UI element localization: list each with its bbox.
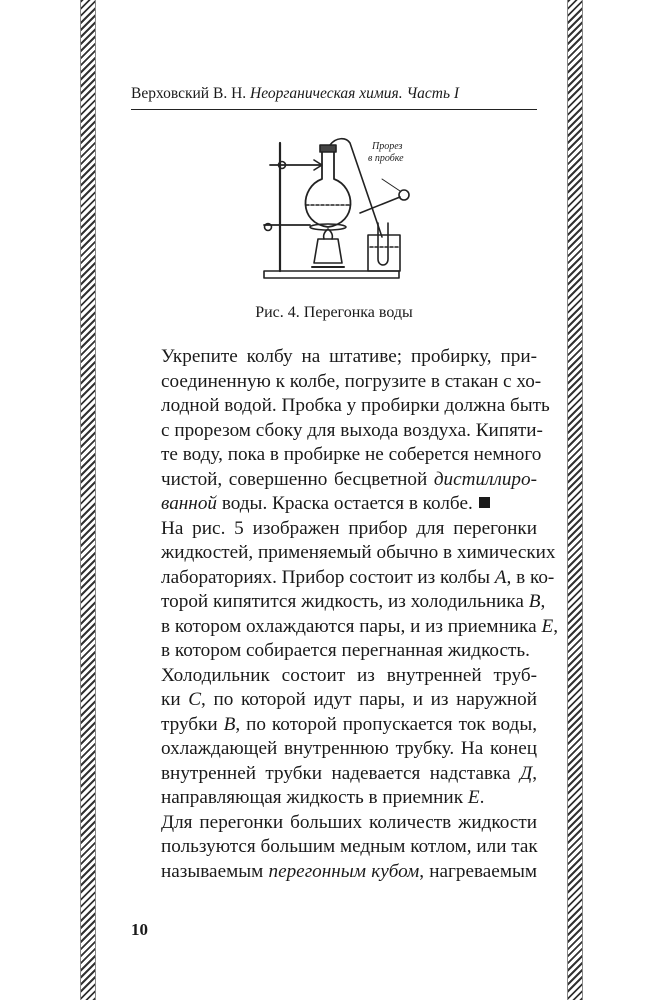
text-run: . bbox=[479, 787, 485, 808]
text-line bbox=[131, 762, 537, 787]
figure-label-line1: Прорез bbox=[372, 141, 403, 152]
text-run: лабораториях. Прибор состоит из колбы bbox=[161, 566, 495, 588]
paragraph-4 bbox=[131, 811, 537, 885]
body-text bbox=[131, 345, 558, 884]
burner bbox=[314, 239, 342, 263]
text-run: направляющая жидкость в приемник bbox=[161, 787, 468, 808]
text-run: воды. Краска остается в колбе. bbox=[217, 493, 473, 514]
text-line bbox=[131, 492, 537, 517]
label-pointer bbox=[382, 179, 400, 191]
text-line bbox=[131, 590, 546, 615]
text-line bbox=[131, 713, 537, 738]
header-rule bbox=[131, 109, 537, 110]
text-line: те воду, пока в пробирке не соберется немного bbox=[161, 444, 542, 465]
text-run: , в ко- bbox=[506, 566, 555, 588]
italic-term: перегонным кубом bbox=[268, 860, 420, 882]
page-number: 10 bbox=[131, 920, 148, 939]
italic-letter: B bbox=[528, 591, 541, 612]
text-line bbox=[131, 566, 555, 591]
italic-letter: C bbox=[188, 689, 202, 710]
italic-letter: Д bbox=[519, 762, 533, 784]
figure-caption: Рис. 4. Перегонка воды bbox=[255, 304, 413, 321]
running-header bbox=[131, 84, 537, 104]
text-line bbox=[131, 688, 537, 713]
figure-label-line2: в пробке bbox=[368, 153, 404, 164]
paragraph-2 bbox=[131, 517, 558, 664]
italic-term: ванной bbox=[161, 493, 218, 514]
text-run: , по которой идут пары, и из наружной bbox=[201, 689, 537, 710]
paragraph-1 bbox=[131, 345, 550, 517]
italic-letter: E bbox=[467, 787, 480, 808]
right-decorative-border bbox=[567, 0, 583, 1000]
text-run: , bbox=[553, 615, 558, 637]
text-line bbox=[131, 786, 537, 811]
tube-clamp-screw bbox=[399, 190, 409, 200]
text-line: пользуются большим медным котлом, или так bbox=[161, 836, 538, 857]
header-author: Верховский В. Н. bbox=[131, 85, 247, 102]
flask-stopper bbox=[320, 145, 336, 152]
text-line bbox=[131, 468, 537, 493]
text-run: торой кипятится жидкость, из холодильника bbox=[161, 591, 529, 612]
text-line: Холодильник состоит из внутренней труб- bbox=[161, 664, 537, 686]
text-line: Для перегонки больших количеств жидкости bbox=[161, 811, 537, 833]
distillation-apparatus-figure bbox=[250, 135, 430, 290]
header-book-title: Неорганическая химия. Часть I bbox=[250, 85, 460, 102]
text-run: в котором охлаждаются пары, и из приемника bbox=[161, 615, 542, 637]
italic-letter: E bbox=[541, 615, 554, 637]
text-line: жидкостей, применяемый обычно в химических bbox=[161, 542, 556, 563]
text-run: внутренней трубки надевается надставка bbox=[161, 762, 520, 784]
tube-clamp bbox=[360, 197, 400, 213]
text-line bbox=[131, 860, 537, 885]
text-line: в котором собирается перегнанная жидкость. bbox=[161, 640, 530, 661]
text-line: Укрепите колбу на штативе; пробирку, при- bbox=[161, 346, 537, 367]
text-run: трубки bbox=[161, 713, 224, 735]
text-line: охлаждающей внутреннюю трубку. На конец bbox=[161, 738, 537, 759]
text-line: На рис. 5 изображен прибор для перегонки bbox=[161, 517, 537, 539]
text-line bbox=[131, 615, 558, 640]
text-run: , bbox=[540, 591, 546, 612]
text-run: , bbox=[532, 762, 537, 784]
text-run: чистой, совершенно бесцветной bbox=[161, 468, 434, 490]
left-decorative-border bbox=[80, 0, 96, 1000]
black-square-icon bbox=[479, 497, 490, 508]
text-line: лодной водой. Пробка у пробирки должна быть bbox=[161, 395, 550, 416]
text-line: соединенную к колбе, погрузите в стакан с хо- bbox=[161, 370, 542, 392]
text-run: , нагреваемым bbox=[419, 860, 537, 882]
italic-letter: B bbox=[223, 713, 236, 735]
paragraph-3 bbox=[131, 664, 537, 811]
text-run: , по которой пропускается ток воды, bbox=[235, 713, 538, 735]
italic-letter: A bbox=[494, 566, 507, 588]
text-line: с прорезом сбоку для выхода воздуха. Кипяти- bbox=[161, 419, 543, 441]
italic-term: дистиллиро- bbox=[433, 468, 537, 490]
stand-base bbox=[264, 271, 399, 278]
text-run: называемым bbox=[161, 860, 269, 882]
flask bbox=[305, 149, 350, 227]
text-run: ки bbox=[161, 689, 189, 710]
